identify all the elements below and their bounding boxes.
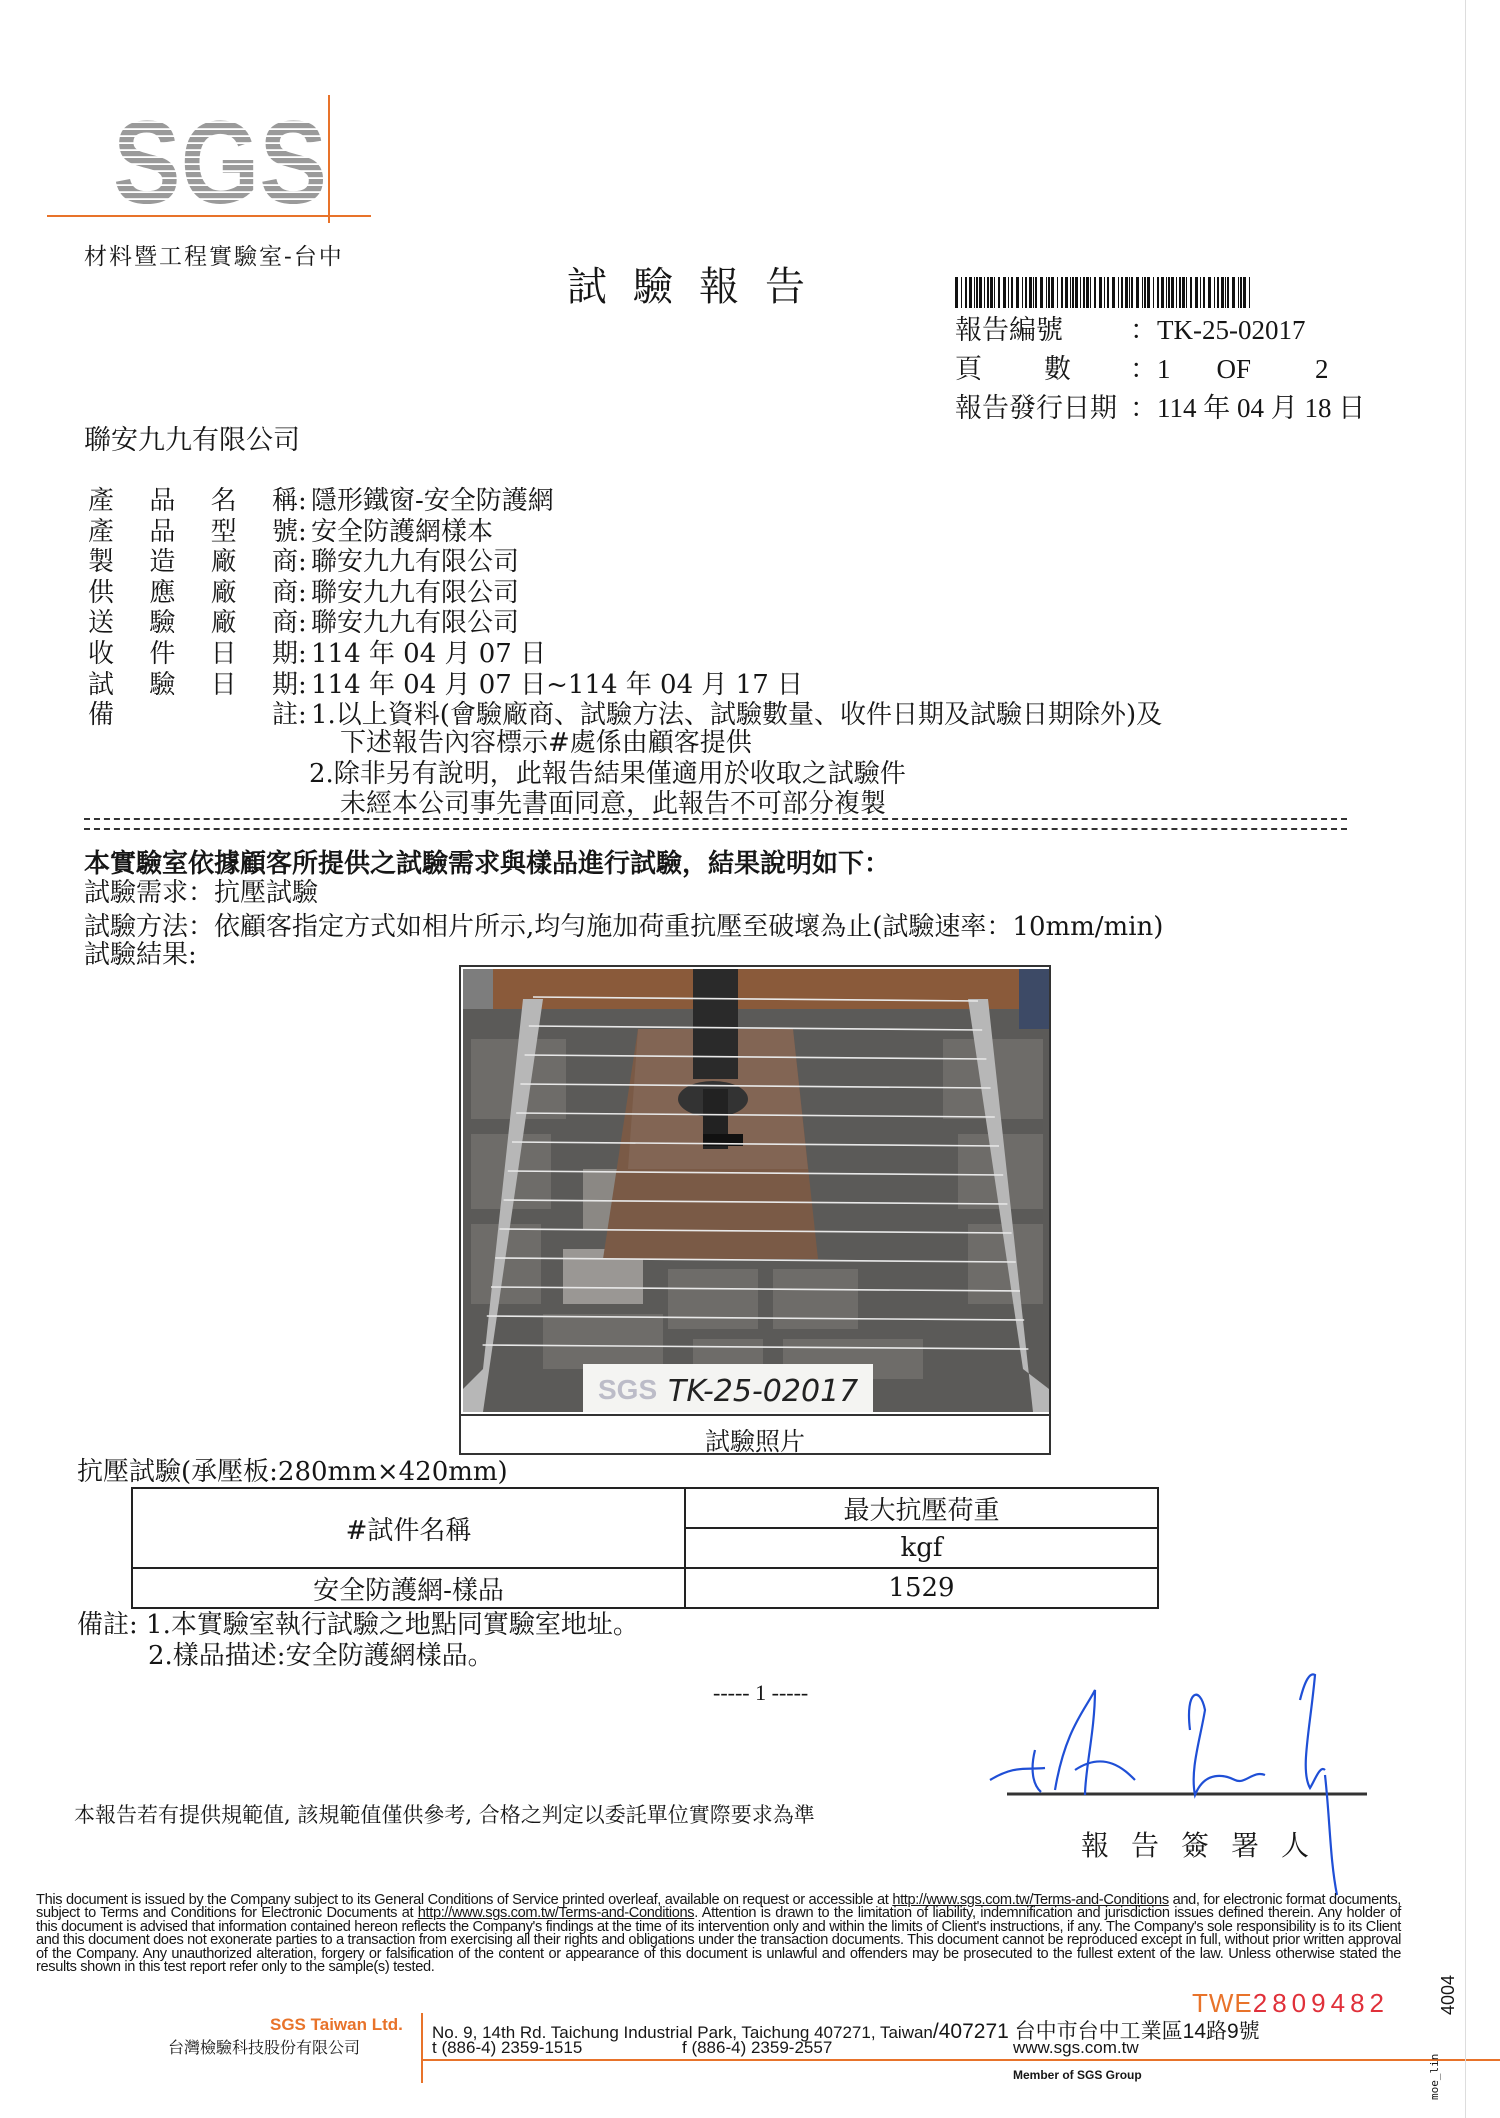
field-value: 隱形鐵窗-安全防護網 [311, 486, 554, 516]
barcode-bar [965, 277, 967, 308]
barcode-bar [1161, 277, 1164, 308]
logo-text: SGS [113, 97, 327, 225]
field-label-char: 日 [210, 639, 237, 669]
sample-name-cell: 安全防護網-樣品 [132, 1568, 685, 1608]
results-intro: 本實驗室依據顧客所提供之試驗需求與樣品進行試驗，結果說明如下： [84, 849, 891, 879]
barcode-bar [1168, 277, 1170, 308]
remark-2: 2.樣品描述:安全防護網樣品。 [148, 1641, 494, 1671]
barcode-bar [1221, 277, 1224, 308]
test-method: 試驗方法：依顧客指定方式如相片所示,均勻施加荷重抗壓至破壞為止(試驗速率：10mm/min) [84, 912, 1164, 942]
barcode-bar [1072, 277, 1074, 308]
barcode-bar [1243, 277, 1246, 308]
barcode-bar [990, 277, 993, 308]
terms-link[interactable]: http://www.sgs.com.tw/Terms-and-Conditions [892, 1892, 1169, 1908]
side-code: 4004 [1438, 1974, 1458, 2015]
barcode-bar [1040, 277, 1043, 308]
footer-website[interactable]: www.sgs.com.tw [1013, 2038, 1139, 2057]
footer-orange-line [421, 2059, 1500, 2061]
header-sample-name: #試件名稱 [132, 1488, 685, 1568]
field-label [88, 694, 298, 731]
barcode-bar [1046, 277, 1047, 308]
field-label-char: 送 [88, 608, 115, 639]
footer-tel: t (886-4) 2359-1515 [432, 2038, 583, 2057]
barcode-bar [1147, 277, 1150, 308]
field-value: 安全防護網樣本 [311, 516, 494, 547]
signatory-label: 報告簽署人 [1081, 1829, 1332, 1862]
page-current: ：1 [1130, 354, 1171, 384]
page-total: 2 [1315, 354, 1329, 384]
field-label-char: 收 [88, 639, 115, 669]
issue-date-row [955, 386, 1365, 425]
double-separator [84, 818, 1347, 830]
field-label-char: 註 [271, 700, 298, 731]
barcode-bar [1075, 277, 1078, 308]
field-label-char: 商 [271, 608, 298, 639]
legal-disclaimer [36, 1894, 1401, 1974]
field-value: 聯安九九有限公司 [311, 577, 520, 608]
barcode-bar [1203, 277, 1205, 308]
field-value: 聯安九九有限公司 [311, 608, 520, 639]
barcode-bar [998, 277, 1000, 308]
footer-divider [421, 2013, 423, 2083]
field-label-char: 期 [271, 669, 298, 700]
barcode-bar [1090, 277, 1091, 308]
field-label-char: 號 [271, 516, 298, 547]
barcode-bar [955, 277, 958, 308]
barcode-bar [1131, 277, 1133, 308]
barcode-bar [1186, 277, 1187, 308]
field-label-char: 應 [149, 577, 176, 608]
barcode-bar [961, 277, 962, 308]
note-1-continued: 下述報告內容標示#處係由顧客提供 [340, 728, 752, 758]
barcode-bar [1065, 277, 1068, 308]
field-value: 114 年 04 月 07 日 [311, 639, 547, 669]
field-colon: : [298, 608, 307, 639]
field-label-char: 廠 [210, 608, 237, 639]
barcode-bar [1107, 277, 1109, 308]
barcode-bar [1166, 277, 1167, 308]
barcode-bar [1104, 277, 1105, 308]
barcode-bar [1200, 277, 1201, 308]
field-label-char: 廠 [210, 577, 237, 608]
field-label-char: 驗 [149, 669, 176, 700]
address-cn: /407271 台中市台中工業區14路9號 [932, 2020, 1260, 2043]
test-photo [463, 969, 1049, 1412]
field-label-char: 品 [149, 486, 176, 516]
side-user: moe_lin [1428, 2053, 1441, 2100]
barcode-bar [984, 277, 985, 308]
header-max-load: 最大抗壓荷重 [685, 1488, 1158, 1528]
disclaimer-text-2: and, for electronic format documents, subject to Terms and Conditions for Electronic Documents at [36, 1892, 1402, 1922]
field-label-char: 型 [210, 516, 237, 547]
barcode-bar [1121, 277, 1123, 308]
barcode-bar [1022, 277, 1023, 308]
barcode-bar [987, 277, 989, 308]
barcode-bar [1232, 277, 1235, 308]
field-label-char: 造 [149, 547, 176, 578]
field-label-char: 試 [88, 669, 115, 700]
field-label-char: 製 [88, 547, 115, 578]
barcode-bar [1176, 277, 1177, 308]
barcode-bar [1029, 277, 1032, 308]
footer-fax: f (886-4) 2359-2557 [682, 2038, 833, 2057]
disclaimer-text-3: . Attention is drawn to the limitation of liability, indemnification and jurisdiction issues defined therein. Any holder of this document is advised that information contained hereon reflects the Company's findings at the time of its intervention only and within the limits of Client's instructions, if any. The Company's sole responsibility is to its Client and this document does not exonerate parties to a transaction from exercising all their rights and obligations under the transaction documents. This document cannot be reproduced except in full, without prior written approval of the Company. Any unauthorized alteration, forgery or falsification of the content or appearance of this document is unlawful and offenders may be prosecuted to the fullest extent of the law. Unless otherwise stated the results shown in this test report refer only to the sample(s) tested. [36, 1905, 1401, 1976]
barcode-bar [1153, 277, 1154, 308]
barcode-bar [1179, 277, 1181, 308]
barcode-bar [974, 277, 975, 308]
field-colon: : [298, 639, 307, 669]
photo-caption: 試驗照片 [461, 1414, 1049, 1458]
barcode-bar [1083, 277, 1085, 308]
field-label-char: 名 [210, 486, 237, 516]
barcode-bar [1016, 277, 1019, 308]
barcode-bar [1099, 277, 1102, 308]
barcode-bar [1003, 277, 1006, 308]
field-label-char: 品 [149, 516, 176, 547]
note-2-continued: 未經本公司事先書面同意，此報告不可部分複製 [340, 789, 887, 819]
barcode-bar [1008, 277, 1009, 308]
field-label-char: 產 [88, 486, 115, 516]
barcode-bar [994, 277, 995, 308]
report-number: ：TK-25-02017 [1130, 315, 1306, 345]
barcode-bar [1157, 277, 1159, 308]
test-photo-frame [459, 965, 1051, 1455]
barcode-bar [1208, 277, 1211, 308]
max-load-cell: 1529 [685, 1568, 1158, 1608]
page-marker: ----- 1 ----- [713, 1680, 809, 1705]
results-table [131, 1487, 1159, 1609]
barcode-bar [1129, 277, 1130, 308]
field-label-char: 驗 [149, 608, 176, 639]
barcode-bar [1033, 277, 1034, 308]
barcode-bar [1238, 277, 1239, 308]
barcode-bar [1225, 277, 1226, 308]
field-colon: : [298, 516, 307, 547]
header-unit: kgf [685, 1528, 1158, 1568]
barcode-bar [1094, 277, 1096, 308]
field-colon: : [298, 577, 307, 608]
table-title: 抗壓試驗(承壓板:280mm×420mm) [77, 1457, 508, 1487]
serial-prefix: TWE [1192, 1988, 1253, 2018]
table-row [132, 1568, 1158, 1608]
barcode-bar [1182, 277, 1185, 308]
test-requirement: 試驗需求：抗壓試驗 [84, 878, 319, 908]
remark-1: 備註: 1.本實驗室執行試驗之地點同實驗室地址。 [77, 1610, 639, 1640]
field-label-char: 日 [210, 669, 237, 700]
test-result-label: 試驗結果: [84, 940, 197, 970]
field-colon: : [298, 669, 307, 700]
field-label-char: 供 [88, 577, 115, 608]
field-label-char: 商 [271, 547, 298, 578]
barcode-bar [1051, 277, 1054, 308]
photo-sgs-label: SGS [598, 1374, 658, 1405]
client-name: 聯安九九有限公司 [84, 425, 300, 456]
photo-handwritten-tag: TK-25-02017 [668, 1374, 859, 1409]
field-label-char: 件 [149, 639, 176, 669]
address-en: No. 9, 14th Rd. Taichung Industrial Park, Taichung 407271, Taiwan [432, 2023, 933, 2042]
barcode-bar [1035, 277, 1037, 308]
barcode-bar [1080, 277, 1081, 308]
field-label-char: 商 [271, 577, 298, 608]
barcode-bar [1249, 277, 1250, 308]
scan-edge [1465, 0, 1466, 2118]
report-number-label: 報告編號 [955, 315, 1063, 346]
barcode-bar [1061, 277, 1063, 308]
barcode-bar [1136, 277, 1139, 308]
barcode-bar [1125, 277, 1128, 308]
disclaimer-text-1: This document is issued by the Company subject to its General Conditions of Service printed overleaf, available on request or accessible at [36, 1892, 893, 1908]
barcode-bar [1118, 277, 1119, 308]
barcode-bar [1214, 277, 1215, 308]
signature [985, 1670, 1405, 1900]
issue-date: ：114 年 04 月 18 日 [1130, 393, 1366, 423]
barcode-bar [1171, 277, 1174, 308]
barcode-bar [979, 277, 982, 308]
field-colon: : [298, 486, 307, 516]
field-value: 聯安九九有限公司 [311, 547, 520, 578]
barcode-bar [1070, 277, 1071, 308]
issue-date-label: 報告發行日期 [955, 393, 1117, 424]
field-colon: : [298, 700, 307, 731]
field-colon: : [298, 547, 307, 578]
barcode-bar [1142, 277, 1143, 308]
sgs-logo [47, 95, 377, 225]
barcode-bar [1057, 277, 1058, 308]
barcode-bar [1227, 277, 1229, 308]
barcode-bar [1195, 277, 1198, 308]
field-label-char: 產 [88, 516, 115, 547]
barcode-bar [1217, 277, 1219, 308]
pages-label-2: 數 [1044, 354, 1071, 385]
page-count-row [955, 347, 1329, 386]
field-label-char: 廠 [210, 547, 237, 578]
barcode-bar [1112, 277, 1115, 308]
field-label-char: 期 [271, 639, 298, 669]
page-of: OF [1216, 354, 1252, 384]
lab-name: 材料暨工程實驗室-台中 [84, 244, 344, 270]
barcode-bar [1144, 277, 1146, 308]
barcode-bar [1190, 277, 1192, 308]
field-label-char: 備 [88, 700, 115, 731]
barcode-bar [1025, 277, 1027, 308]
report-number-row [955, 308, 1305, 347]
report-title: 試驗報告 [567, 264, 831, 310]
field-label-char: 稱 [271, 486, 298, 516]
serial-digits: 2809482 [1252, 1988, 1389, 2018]
footer-company-cn: 台灣檢驗科技股份有限公司 [168, 2040, 361, 2057]
barcode-bar [969, 277, 972, 308]
electronic-terms-link[interactable]: http://www.sgs.com.tw/Terms-and-Conditions [417, 1905, 695, 1922]
barcode-bar [1086, 277, 1089, 308]
footer-member: Member of SGS Group [1013, 2068, 1142, 2082]
barcode [955, 277, 1255, 308]
barcode-bar [1048, 277, 1050, 308]
field-value: 114 年 04 月 07 日~114 年 04 月 17 日 [311, 669, 804, 700]
barcode-bar [1240, 277, 1242, 308]
spec-disclaimer: 本報告若有提供規範值, 該規範值僅供參考, 合格之判定以委託單位實際要求為準 [74, 1803, 815, 1827]
barcode-bar [1011, 277, 1013, 308]
footer-company-en: SGS Taiwan Ltd. [270, 2015, 403, 2034]
field-value: 1.以上資料(會驗廠商、試驗方法、試驗數量、收件日期及試驗日期除外)及 [311, 700, 1163, 731]
barcode-bar [976, 277, 978, 308]
pages-label: 頁 [955, 354, 982, 385]
note-2: 2.除非另有說明，此報告結果僅適用於收取之試驗件 [309, 759, 906, 789]
